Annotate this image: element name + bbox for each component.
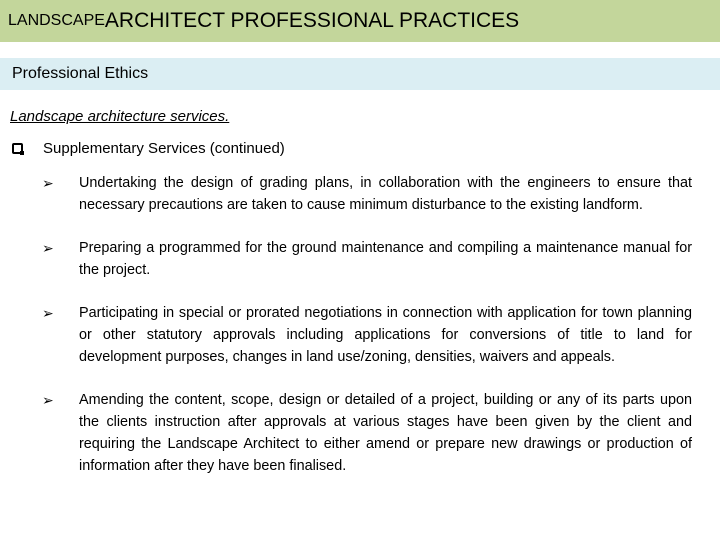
arrow-bullet-icon: ➢ <box>42 240 54 256</box>
list-item <box>42 389 692 477</box>
list-item-text: Undertaking the design of grading plans, in collaboration with the engineers to ensure that necessary precautions are taken to cause minimum disturbance to the existing landform. <box>79 175 692 213</box>
list-item <box>42 302 692 368</box>
list-item-text: Participating in special or prorated negotiations in connection with application for town planning or other statutory approvals including applications for conversions of title to land for development purposes, changes in land use/zoning, densities, waivers and appeals. <box>79 305 692 365</box>
subtitle-bar <box>0 58 720 90</box>
list-item-text: Preparing a programmed for the ground maintenance and compiling a maintenance manual for the project. <box>79 240 692 278</box>
arrow-bullet-icon: ➢ <box>42 305 54 321</box>
subtitle: Professional Ethics <box>12 65 149 82</box>
list-heading-row <box>10 140 285 157</box>
list-item <box>42 237 692 281</box>
checkbox-bullet-icon <box>12 143 23 154</box>
list-item <box>42 172 692 216</box>
title-part-1: LANDSCAPE <box>8 12 105 29</box>
title-part-2: ARCHITECT PROFESSIONAL PRACTICES <box>104 9 520 32</box>
bullet-list <box>42 172 692 498</box>
section-heading: Landscape architecture services. <box>10 108 230 125</box>
list-item-text: Amending the content, scope, design or detailed of a project, building or any of its parts upon the clients instruction after approvals at various stages have been given by the client and requiring the Landscape Architect to either amend or prepare new drawings or production of information after they have been finalised. <box>79 392 692 474</box>
arrow-bullet-icon: ➢ <box>42 175 54 191</box>
arrow-bullet-icon: ➢ <box>42 392 54 408</box>
list-heading: Supplementary Services (continued) <box>43 140 285 157</box>
title-bar <box>0 0 720 42</box>
